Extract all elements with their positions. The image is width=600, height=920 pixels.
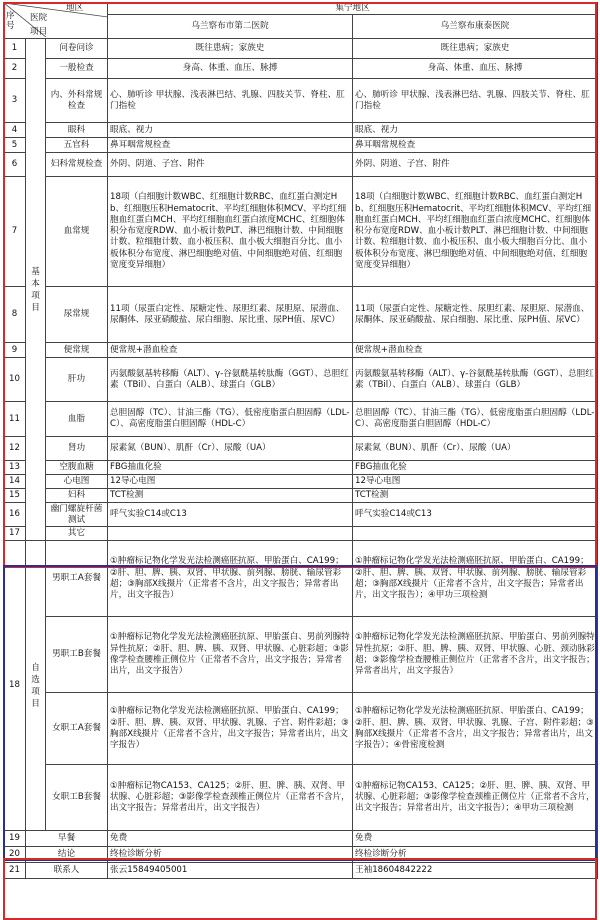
row-no: 13 <box>4 461 26 475</box>
cell-hospital-b: 外阴、阴道、子宫、附件 <box>353 153 598 177</box>
row-no: 15 <box>4 489 26 503</box>
row-no: 12 <box>4 437 26 461</box>
table-row <box>4 461 598 475</box>
row-item: 其它 <box>46 527 108 541</box>
cell-hospital-b: 尿素氮（BUN）、肌酐（Cr）、尿酸（UA） <box>353 437 598 461</box>
cell-hospital-a: 免费 <box>108 831 353 847</box>
cell-hospital-b: FBG抽血化验 <box>353 461 598 475</box>
cell-hospital-b: 既往患病；家族史 <box>353 39 598 59</box>
row-item: 女职工B套餐 <box>46 765 108 831</box>
row-item: 心电图 <box>46 475 108 489</box>
row-no: 18 <box>4 541 26 831</box>
cell-hospital-b: ①肿瘤标记物化学发光法检测癌胚抗原、甲胎蛋白、CA199；②肝、胆、脾、胰、双肾、甲状腺、乳腺、子宫、附件彩超；③胸部X线摄片（正常者不含片，出文字报告；异常者出片，出文字报告）；④骨密度检测 <box>353 693 598 765</box>
table-row <box>4 503 598 527</box>
row-item: 尿常规 <box>46 287 108 343</box>
row-no: 21 <box>4 863 26 879</box>
table-row <box>4 177 598 287</box>
cell-hospital-a: ①肿瘤标记物化学发光法检测癌胚抗原、甲胎蛋白、CA199；②肝、胆、脾、胰、双肾、甲状腺、前列腺、膀胱、输尿管彩超；③胸部X线摄片（正常者不含片，出文字报告；异常者出片，出文字报告） <box>108 541 353 617</box>
cell-hospital-b: 便常规+潜血检查 <box>353 343 598 358</box>
group-basic: 基本项目 <box>26 39 46 541</box>
row-no: 7 <box>4 177 26 287</box>
row-item: 肝功 <box>46 358 108 402</box>
cell-hospital-b: 呼气实验C14或C13 <box>353 503 598 527</box>
cell-hospital-a: 18项（白细胞计数WBC、红细胞计数RBC、血红蛋白测定Hb、红细胞压积Hematocrit、平均红细胞体积MCV、平均红细胞血红蛋白MCH、平均红细胞血红蛋白浓度MCHC、红细胞体积分布宽度RDW、血小板计数PLT、淋巴细胞计数、中间细胞计数、粒细胞计数、血小板压积、血小板大细胞百分比、血小板体积分布宽度、淋巴细胞绝对值、中间细胞绝对值、红细胞宽度变异细胞） <box>108 177 353 287</box>
cell-hospital-b: 王袖18604842222 <box>353 863 598 879</box>
row-item: 女职工A套餐 <box>46 693 108 765</box>
row-item: 结论 <box>26 847 108 863</box>
cell-hospital-b: 18项（白细胞计数WBC、红细胞计数RBC、血红蛋白测定Hb、红细胞压积Hematocrit、平均红细胞体积MCV、平均红细胞血红蛋白MCH、平均红细胞血红蛋白浓度MCHC、红细胞体积分布宽度RDW、血小板计数PLT、淋巴细胞计数、中间细胞计数、粒细胞计数、血小板压积、血小板大细胞百分比、血小板体积分布宽度、淋巴细胞绝对值、中间细胞绝对值、红细胞宽度变异细胞） <box>353 177 598 287</box>
row-item: 便常规 <box>46 343 108 358</box>
row-item: 空腹血糖 <box>46 461 108 475</box>
cell-hospital-a: TCT检测 <box>108 489 353 503</box>
corner-diagonals <box>4 3 108 37</box>
cell-hospital-a: FBG抽血化验 <box>108 461 353 475</box>
cell-hospital-b: ①肿瘤标记物CA153、CA125；②肝、胆、脾、胰、双肾、甲状腺、心脏彩超；③影像学检查颈椎正侧位片（正常者不含片，出文字报告；异常者出片，出文字报告）；④甲功三项检测 <box>353 765 598 831</box>
row-item: 妇科常规检查 <box>46 153 108 177</box>
row-item: 男职工B套餐 <box>46 617 108 693</box>
table-row <box>4 765 598 831</box>
cell-hospital-a: 丙氨酸氨基转移酶（ALT）、γ-谷氨酰基转肽酶（GGT）、总胆红素（TBil）、白蛋白（ALB）、球蛋白（GLB） <box>108 358 353 402</box>
cell-hospital-a: 鼻耳咽常规检查 <box>108 138 353 153</box>
row-no: 19 <box>4 831 26 847</box>
table-row <box>4 863 598 879</box>
row-no: 9 <box>4 343 26 358</box>
row-item: 血常规 <box>46 177 108 287</box>
cell-hospital-a: ①肿瘤标记物化学发光法检测癌胚抗原、甲胎蛋白、CA199；②肝、胆、脾、胰、双肾、甲状腺、乳腺、子宫、附件彩超；③胸部X线摄片（正常者不含片，出文字报告；异常者出片，出文字报告） <box>108 693 353 765</box>
cell-hospital-a: 呼气实验C14或C13 <box>108 503 353 527</box>
cell-hospital-a: 身高、体重、血压、脉搏 <box>108 59 353 79</box>
region-label: 地区 <box>66 3 84 13</box>
cell-hospital-b: 总胆固醇（TC）、甘油三酯（TG）、低密度脂蛋白胆固醇（LDL-C）、高密度脂蛋白胆固醇（HDL-C） <box>353 402 598 437</box>
table-row <box>4 59 598 79</box>
table-row <box>4 693 598 765</box>
cell-hospital-a: 12导心电图 <box>108 475 353 489</box>
group-optional: 自选项目 <box>26 541 46 831</box>
table-row <box>4 358 598 402</box>
cell-hospital-b <box>353 527 598 541</box>
row-item: 一般检查 <box>46 59 108 79</box>
row-no: 2 <box>4 59 26 79</box>
row-item: 早餐 <box>26 831 108 847</box>
cell-hospital-a: 尿素氮（BUN）、肌酐（Cr）、尿酸（UA） <box>108 437 353 461</box>
hospital-a-name: 乌兰察布市第二医院 <box>108 15 353 39</box>
cell-hospital-a: 11项（尿蛋白定性、尿糖定性、尿胆红素、尿胆原、尿潜血、尿酮体、尿亚硝酸盐、尿白细胞、尿比重、尿PH值、尿VC） <box>108 287 353 343</box>
cell-hospital-a: 便常规+潜血检查 <box>108 343 353 358</box>
hospital-label: 医院 <box>30 13 48 23</box>
table-row <box>4 402 598 437</box>
cell-hospital-b: 丙氨酸氨基转移酶（ALT）、γ-谷氨酰基转肽酶（GGT）、总胆红素（TBil）、白蛋白（ALB）、球蛋白（GLB） <box>353 358 598 402</box>
row-no: 17 <box>4 527 26 541</box>
cell-hospital-b: 心、肺听诊 甲状腺、浅表淋巴结、乳腺、四肢关节、脊柱、肛门指检 <box>353 79 598 123</box>
cell-hospital-a: 总胆固醇（TC）、甘油三酯（TG）、低密度脂蛋白胆固醇（LDL-C）、高密度脂蛋白胆固醇（HDL-C） <box>108 402 353 437</box>
cell-hospital-a: 心、肺听诊 甲状腺、浅表淋巴结、乳腺、四肢关节、脊柱、肛门指检 <box>108 79 353 123</box>
corner-header <box>4 3 108 39</box>
row-no: 14 <box>4 475 26 489</box>
row-no: 6 <box>4 153 26 177</box>
cell-hospital-b: 身高、体重、血压、脉搏 <box>353 59 598 79</box>
cell-hospital-b: 鼻耳咽常规检查 <box>353 138 598 153</box>
table-row <box>4 79 598 123</box>
cell-hospital-a: 张云15849405001 <box>108 863 353 879</box>
row-no: 10 <box>4 358 26 402</box>
row-no: 16 <box>4 503 26 527</box>
row-no: 5 <box>4 138 26 153</box>
cell-hospital-a: 既往患病；家族史 <box>108 39 353 59</box>
project-label: 项目 <box>30 27 48 37</box>
table-row <box>4 489 598 503</box>
cell-hospital-b: 12导心电图 <box>353 475 598 489</box>
seq-label: 序号 <box>6 11 15 31</box>
cell-hospital-a <box>108 527 353 541</box>
row-no: 4 <box>4 123 26 138</box>
row-item: 妇科 <box>46 489 108 503</box>
checkup-table <box>3 2 598 879</box>
row-no: 20 <box>4 847 26 863</box>
row-no: 8 <box>4 287 26 343</box>
cell-hospital-a: 外阴、阴道、子宫、附件 <box>108 153 353 177</box>
hospital-b-name: 乌兰察布康泰医院 <box>353 15 598 39</box>
table-row <box>4 153 598 177</box>
row-no: 3 <box>4 79 26 123</box>
cell-hospital-b: 11项（尿蛋白定性、尿糖定性、尿胆红素、尿胆原、尿潜血、尿酮体、尿亚硝酸盐、尿白细胞、尿比重、尿PH值、尿VC） <box>353 287 598 343</box>
area-title: 集宁地区 <box>108 3 598 15</box>
table-row <box>4 617 598 693</box>
cell-hospital-a: 终检诊断分析 <box>108 847 353 863</box>
table-row <box>4 847 598 863</box>
row-item: 眼科 <box>46 123 108 138</box>
cell-hospital-a: ①肿瘤标记物CA153、CA125；②肝、胆、脾、胰、双肾、甲状腺、心脏彩超；③影像学检查颈椎正侧位片（正常者不含片，出文字报告；异常者出片，出文字报告） <box>108 765 353 831</box>
cell-hospital-a: ①肿瘤标记物化学发光法检测癌胚抗原、甲胎蛋白、男前列腺特异性抗原；②肝、胆、脾、胰、双肾、甲状腺、心脏彩超；③影像学检查腰椎正侧位片（正常者不含片，出文字报告；异常者出片，出文字报告） <box>108 617 353 693</box>
table-row <box>4 437 598 461</box>
table-row <box>4 138 598 153</box>
row-item: 联系人 <box>26 863 108 879</box>
table-row <box>4 541 598 617</box>
table-row <box>4 123 598 138</box>
cell-hospital-b: TCT检测 <box>353 489 598 503</box>
table-row <box>4 343 598 358</box>
cell-hospital-a: 眼底、视力 <box>108 123 353 138</box>
row-item: 幽门螺旋杆菌测试 <box>46 503 108 527</box>
cell-hospital-b: ①肿瘤标记物化学发光法检测癌胚抗原、甲胎蛋白、CA199；②肝、胆、脾、胰、双肾、甲状腺、前列腺、膀胱、输尿管彩超；③胸部X线摄片（正常者不含片，出文字报告；异常者出片，出文字报告）；④甲功三项检测 <box>353 541 598 617</box>
table-row <box>4 475 598 489</box>
row-item: 血脂 <box>46 402 108 437</box>
cell-hospital-b: 免费 <box>353 831 598 847</box>
cell-hospital-b: ①肿瘤标记物化学发光法检测癌胚抗原、甲胎蛋白、男前列腺特异性抗原；②肝、胆、脾、胰、双肾、甲状腺、心脏、颈动脉彩超；③影像学检查腰椎正侧位片（正常者不含片，出文字报告；异常者出片，出文字报告） <box>353 617 598 693</box>
table-row <box>4 287 598 343</box>
row-no: 1 <box>4 39 26 59</box>
table-row <box>4 39 598 59</box>
cell-hospital-b: 终检诊断分析 <box>353 847 598 863</box>
row-no: 11 <box>4 402 26 437</box>
row-item: 男职工A套餐 <box>46 541 108 617</box>
row-item: 五官科 <box>46 138 108 153</box>
row-item: 肾功 <box>46 437 108 461</box>
table-row <box>4 831 598 847</box>
table-row <box>4 527 598 541</box>
row-item: 内、外科常规检查 <box>46 79 108 123</box>
row-item: 问卷问诊 <box>46 39 108 59</box>
cell-hospital-b: 眼底、视力 <box>353 123 598 138</box>
